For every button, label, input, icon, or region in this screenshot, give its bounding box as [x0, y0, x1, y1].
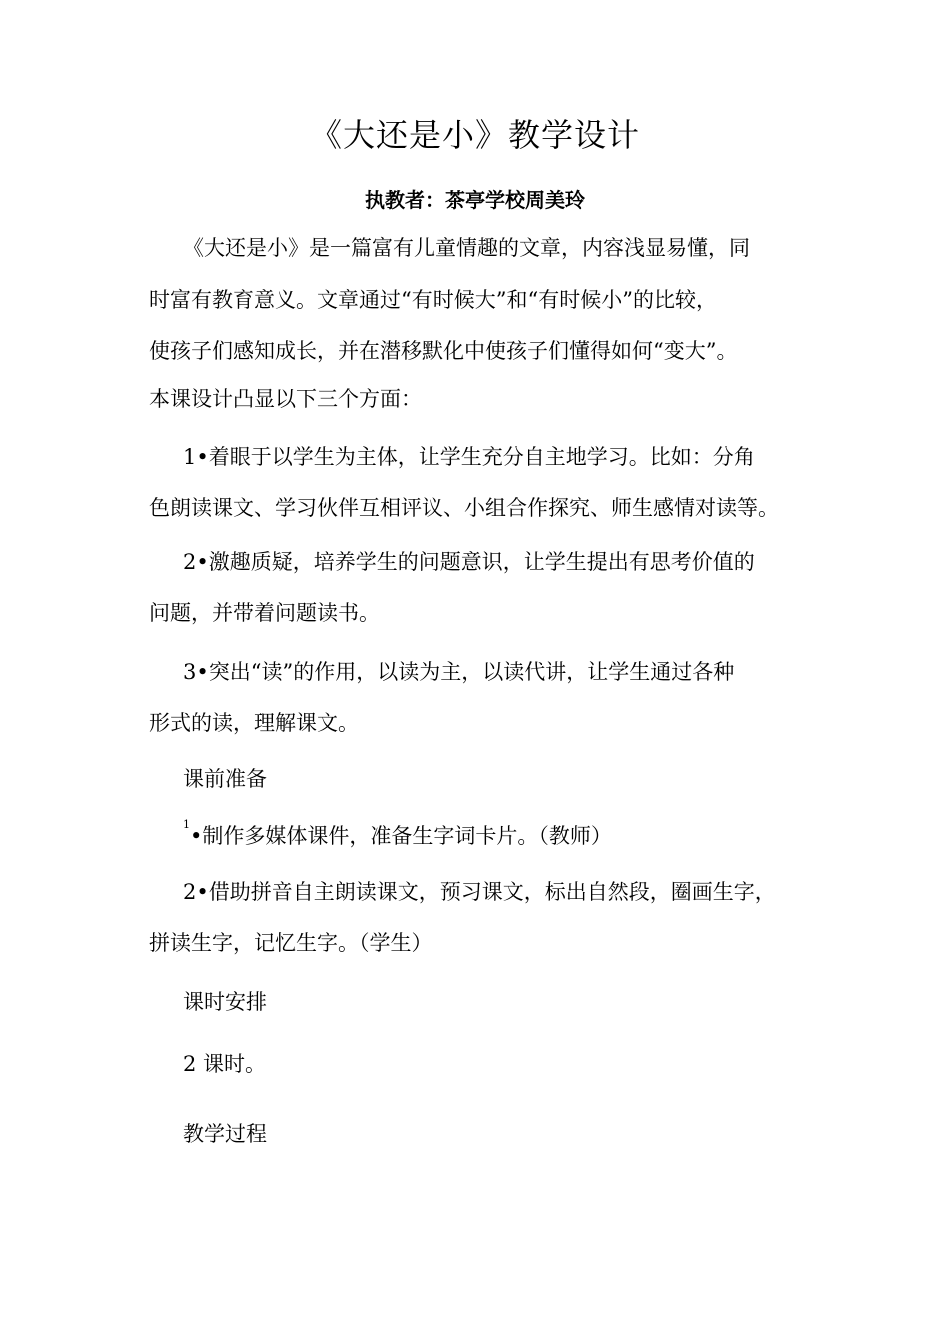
point1-line-1: 1•着眼于以学生为主体，让学生充分自主地学习。比如：分角 — [183, 445, 755, 469]
intro-line-4: 本课设计凸显以下三个方面： — [149, 387, 422, 411]
point3-line-2: 形式的读，理解课文。 — [149, 711, 359, 735]
intro-line-3: 使孩子们感知成长，并在潜移默化中使孩子们懂得如何“变大”。 — [149, 339, 738, 363]
schedule-text: 2 课时。 — [183, 1052, 267, 1076]
schedule-heading: 课时安排 — [183, 990, 267, 1014]
prep-item-1 — [183, 820, 612, 850]
intro-line-1: 《大还是小》是一篇富有儿童情趣的文章，内容浅显易懂，同 — [183, 236, 750, 260]
intro-line-2: 时富有教育意义。文章通过“有时候大”和“有时候小”的比较， — [149, 288, 717, 312]
prep-item-1-number: 1 — [183, 818, 190, 831]
point3-line-1: 3•突出“读”的作用，以读为主，以读代讲，让学生通过各种 — [183, 660, 735, 684]
process-heading: 教学过程 — [183, 1122, 267, 1146]
prep-heading: 课前准备 — [183, 767, 267, 791]
point2-line-1: 2•激趣质疑，培养学生的问题意识，让学生提出有思考价值的 — [183, 550, 755, 574]
author-line: 执教者：茶亭学校周美玲 — [365, 188, 585, 212]
document-title: 《大还是小》教学设计 — [309, 116, 640, 154]
prep-item-1-text: •制作多媒体课件，准备生字词卡片。（教师） — [190, 824, 612, 848]
point2-line-2: 问题，并带着问题读书。 — [149, 601, 380, 625]
prep2-line-2: 拼读生字，记忆生字。（学生） — [149, 931, 433, 955]
prep2-line-1: 2•借助拼音自主朗读课文，预习课文，标出自然段，圈画生字， — [183, 880, 776, 904]
point1-line-2: 色朗读课文、学习伙伴互相评议、小组合作探究、师生感情对读等。 — [149, 496, 779, 520]
